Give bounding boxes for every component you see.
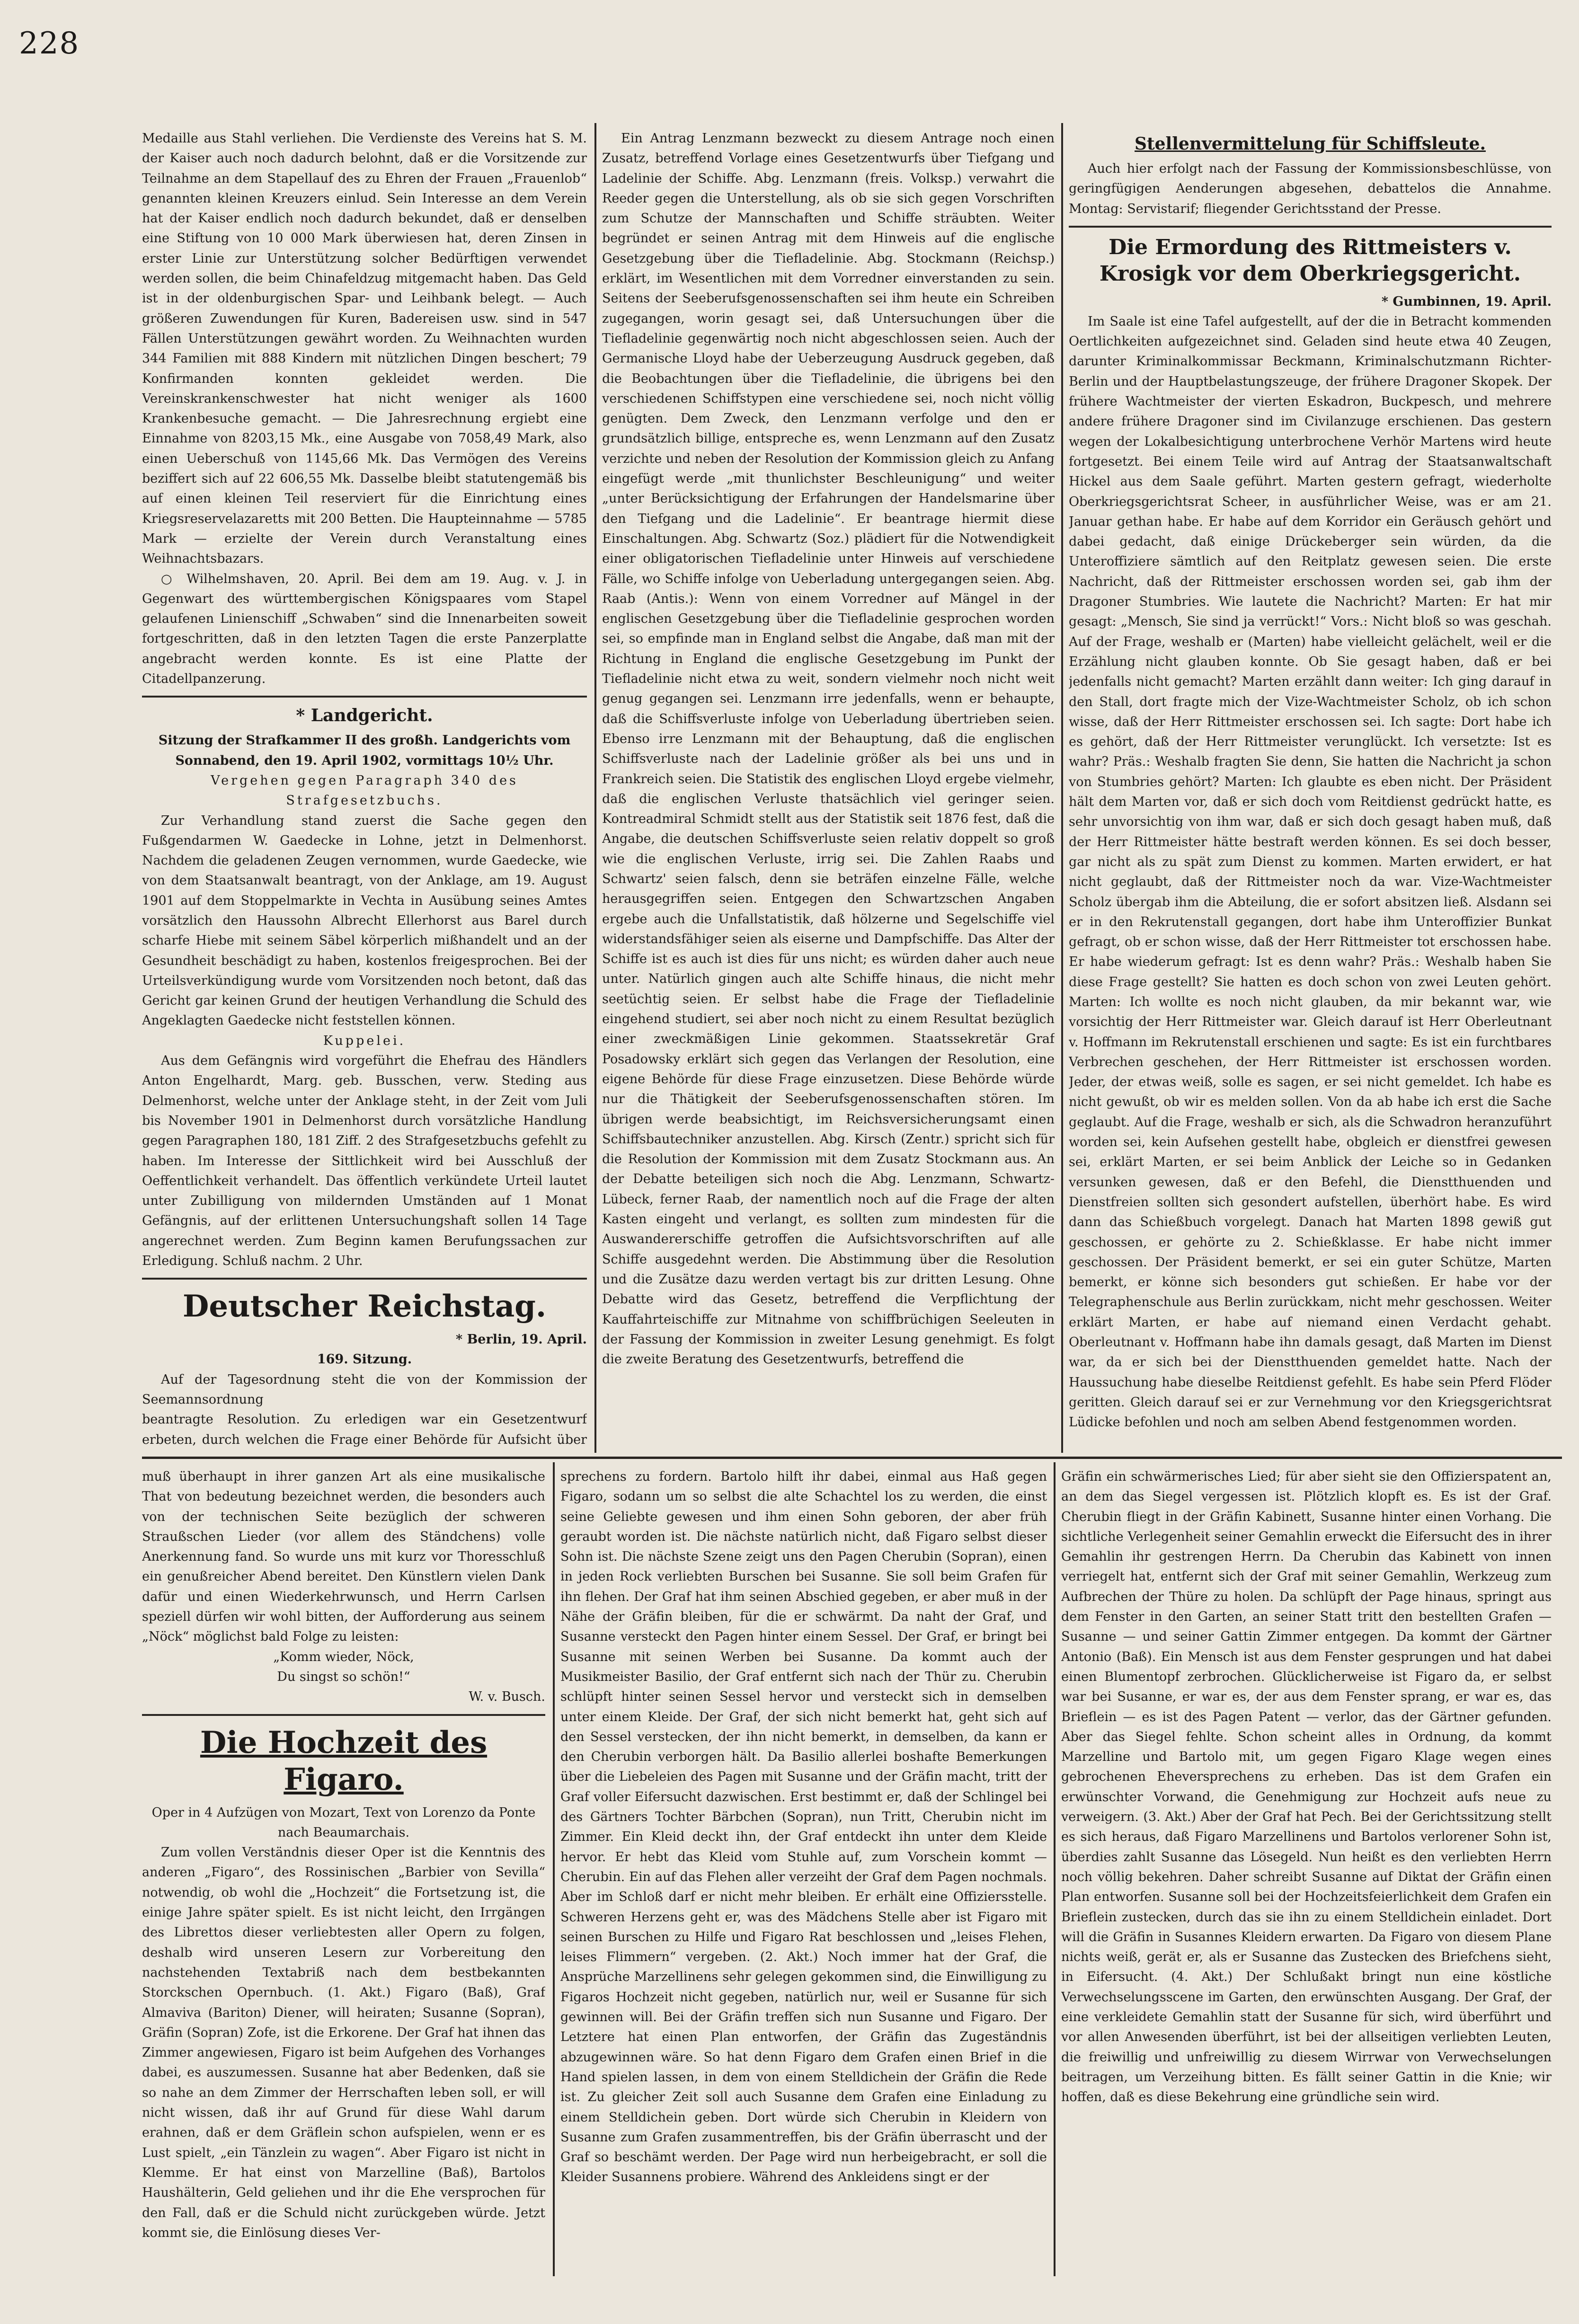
tagesordnung-rest: beantragte Resolution. Zu erledigen war ein Gesetzentwurf erbeten, durch welchen die Frage einer Behörde für Aufsicht über [142, 1412, 587, 1447]
feuilleton-column-3 [1061, 1467, 1552, 2271]
feuilleton-column-1 [142, 1467, 545, 2271]
figaro-subheading: Oper in 4 Aufzügen von Mozart, Text von Lorenzo da Ponte nach Beaumarchais. [151, 1805, 536, 1840]
ermordung-dateline: * Gumbinnen, 19. April. [1381, 294, 1552, 309]
feuilleton-column-2 [560, 1467, 1047, 2271]
reichstag-dateline: * Berlin, 19. April. [455, 1332, 587, 1347]
landgericht-case-2: Aus dem Gefängnis wird vorgeführt die Ehefrau des Händlers Anton Engelhardt, Marg. geb. Busschen, verw. Steding aus Delmenhorst, welche unter der Anklage steht, in der Zeit vom Juli bis November 1901 in Delmenhorst durch vorsätzliche Handlung gegen Paragraphen 180, 181 Ziff. 2 des Strafgesetzbuchs gefehlt zu haben. Im Interesse der Sittlichkeit wird bei Ausschluß der Oeffentlichkeit verhandelt. Das öffentlich verkündete Urteil lautet unter Zubilligung von mildernden Umständen auf 1 Monat Gefängnis, auf der erlittenen Untersuchungshaft sollen 14 Tage angerechnet werden. Zum Beginn kamen Berufungssachen zur Erledigung. Schluß nachm. 2 Uhr. [142, 1053, 587, 1269]
figaro-synopsis-2: sprechens zu fordern. Bartolo hilft ihr dabei, einmal aus Haß gegen Figaro, sodann um so selbst die alte Schachtel los zu werden, die einst seine Geliebte gewesen und ihm einen Sohn geboren, der aber früh geraubt worden ist. Die nächste natürlich nicht, daß Figaro selbst dieser Sohn ist. Die nächste Szene zeigt uns den Pagen Cherubin (Sopran), einen in jeden Rock verliebten Burschen bei Susanne. Sie soll beim Grafen für ihn flehen. Der Graf hat ihm seinen Abschied gegeben, er aber muß in der Nähe der Gräfin bleiben, für die er schwärmt. Da naht der Graf, und Susanne versteckt den Pagen hinter einem Sessel. Der Graf, er bringt bei Susanne mit seinen Werben bei Susanne. Da kommt auch der Musikmeister Basilio, der Graf entfernt sich nach der Thür zu. Cherubin schlüpft hinter seinen Sessel hervor und versteckt sich in demselben unter einem Kleide. Der Graf, der sich nicht bemerkt hat, geht sich auf den Sessel verstecken, der ihn nicht bemerkt, in demselben, da kann er den Cherubin verborgen hält. Da Basilio allerlei boshafte Bemerkungen über die Liebeleien des Pagen mit Susanne und der Gräfin macht, tritt der Graf voller Eifersucht dazwischen. Erst bestimmt er, daß der Schlingel bei des Gärtners Tochter Bärbchen (Sopran), nun Tritt, Cherubin nicht im Zimmer. Ein Kleid deckt ihn, der Graf entdeckt ihn unter dem Kleide hervor. Er hebt das Kleid vom Stuhle auf, zum Vorschein kommt — Cherubin. Ein auf das Flehen aller verzeiht der Graf dem Pagen nochmals. Aber im Schloß darf er nicht mehr bleiben. Er erhält eine Offiziersstelle. Schweren Herzens geht er, was des Mädchens Stelle aber ist Figaro mit seinen Burschen zu Hilfe und Figaro Rat beschlossen und „leises Flehen, leises Flimmern“ vergeben. (2. Akt.) Noch immer hat der Graf, die Ansprüche Marzellinens sehr gelegen gekommen sind, die Einwilligung zu Figaros Hochzeit nicht gegeben, natürlich nur, weil er Susanne für sich gewinnen will. Bei der Gräfin treffen sich nun Susanne und Figaro. Der Letztere hat einen Plan entworfen, der Gräfin das Zugeständnis abzugewinnen wäre. So hat denn Figaro dem Grafen einen Brief in die Hand spielen lassen, in dem von einem Stelldichein der Gräfin die Rede ist. Zu gleicher Zeit soll auch Susanne dem Grafen eine Einladung zu einem Stelldichein geben. Dort würde sich Cherubin in Kleidern von Susanne zum Grafen zusammentreffen, bis der Gräfin überrascht und der Graf so beschämt werden. Der Page wird nun herbeigebracht, er soll die Kleider Susannens probiere. Während des Ankleidens singt er der [560, 1469, 1047, 2185]
column-2 [602, 129, 1055, 1449]
column-rule-4 [1054, 1462, 1056, 2276]
section-divider [142, 1278, 587, 1280]
landgericht-case-1: Zur Verhandlung stand zuerst die Sache gegen den Fußgendarmen W. Gaedecke in Lohne, jetzt in Delmenhorst. Nachdem die geladenen Zeugen vernommen, wurde Gaedecke, wie von dem Staatsanwalt beantragt, von der Anklage, am 19. August 1901 auf dem Stoppelmarkte in Vechta in Ausübung seines Amtes vorsätzlich den Haussohn Albrecht Ellerhorst aus Barel durch scharfe Hiebe mit seinem Säbel körperlich mißhandelt und an der Gesundheit beschädigt zu haben, kostenlos freigesprochen. Bei der Urteilsverkündigung wurde vom Vorsitzenden noch betont, daß das Gericht gar keinen Grund der heutigen Verhandlung die Schuld des Angeklagten Gaedecke nicht feststellen können. [142, 813, 587, 1028]
landgericht-subheading: Sitzung der Strafkammer II des großh. Landgerichts vom Sonnabend, den 19. April 1902, vormittags 10½ Uhr. [158, 733, 571, 768]
feuilleton-rule [142, 1457, 1562, 1459]
lead-article-text: Medaille aus Stahl verliehen. Die Verdienste des Vereins hat S. M. der Kaiser auch noch dadurch belohnt, daß er die Vorsitzende zur Teilnahme an dem Stapellauf des zu Ehren der Frauen „Frauenlob“ genannten kleinen Kreuzers einlud. Sein Interesse an dem Verein hat der Kaiser endlich noch dadurch bekundet, daß er denselben eine Stiftung von 10 000 Mark überwiesen hat, deren Zinsen in erster Linie zur Unterstützung solcher Bedürftigen verwendet werden sollen, die beim Chinafeldzug mitgemacht haben. Das Geld ist in der oldenburgischen Spar- und Leihbank belegt. — Auch größeren Zuwendungen für Kuren, Badereisen usw. sind in 547 Fällen Unterstützungen gewährt worden. Zu Weihnachten wurden 344 Familien mit 888 Kindern mit nützlichen Dingen beschert; 79 Konfirmanden konnten gekleidet werden. Die Vereinskrankenschwester hat nicht weniger als 1600 Krankenbesuche gemacht. — Die Jahresrechnung ergiebt eine Einnahme von 8203,15 Mk., eine Ausgabe von 7058,49 Mark, also einen Ueberschuß von 1145,66 Mk. Das Vermögen des Vereins beziffert sich auf 22 606,55 Mk. Dasselbe bleibt statutengemäß bis auf einen kleinen Teil reserviert für die Einrichtung eines Kriegsreservelazaretts mit 200 Betten. Die Haupteinnahme — 5785 Mark — erzielte der Verein durch Veranstaltung eines Weihnachtsbazars. [142, 131, 587, 566]
stellenvermittelung-heading: Stellenvermittelung für Schiffsleute. [1135, 134, 1486, 154]
section-divider [1069, 226, 1552, 228]
quote-line-1: „Komm wieder, Nöck, [273, 1649, 414, 1664]
section-divider [142, 696, 587, 698]
column-rule-1 [594, 123, 596, 1453]
stellenvermittelung-text: Auch hier erfolgt nach der Fassung der Kommissionsbeschlüsse, von geringfügigen Aenderungen abgesehen, debattelos die Annahme. Montag: Servistarif; fliegender Gerichtsstand der Presse. [1069, 161, 1552, 216]
sitzung-label: 169. Sitzung. [317, 1352, 412, 1367]
figaro-synopsis-3: Gräfin ein schwärmerisches Lied; für aber sieht sie den Offizierspatent an, an dem das Siegel vergessen ist. Plötzlich klopft es. Es ist der Graf. Cherubin fliegt in der Gräfin Kabinett, Susanne hinter einen Vorhang. Die sichtliche Verlegenheit seiner Gemahlin erweckt die Eifersucht des in ihrer Gemahlin ihr gestrengen Herrn. Da Cherubin das Kabinett von innen verriegelt hat, entfernt sich der Graf mit seiner Gemahlin, Werkzeug zum Aufbrechen der Thüre zu holen. Da schlüpft der Page hinaus, springt aus dem Fenster in den Garten, an seiner Statt tritt den bestellten Grafen — Susanne — und seiner Gattin Zimmer entgegen. Da kommt der Gärtner Antonio (Baß). Ein Mensch ist aus dem Fenster gesprungen und hat dabei einen Blumentopf zerbrochen. Glücklicherweise ist Figaro da, er selbst war bei Susanne, er war es, der aus dem Fenster sprang, er war es, das Brieflein — es ist des Pagen Patent — verlor, das der Gärtner gefunden. Aber das Siegel fehlte. Schon scheint alles in Ordnung, da kommt Marzelline und Bartolo mit, um gegen Figaro Klage wegen eines gebrochenen Eheversprechens zu erheben. Das ist dem Grafen ein erwünschter Vorwand, die Genehmigung zur Hochzeit aufs neue zu verweigern. (3. Akt.) Aber der Graf hat Pech. Bei der Gerichtssitzung stellt es sich heraus, daß Figaro Marzellinens und Bartolos verlorener Sohn ist, überdies zahlt Susanne das Lösegeld. Nun heißt es den verliebten Herrn noch völlig bekehren. Daher schreibt Susanne auf Diktat der Gräfin einen Plan entworfen. Susanne soll bei der Hochzeitsfeierlichkeit dem Grafen ein Brieflein zustecken, durch das sie ihn zu einem Stelldichein einladet. Dort will die Gräfin in Susannes Kleidern erwarten. Da Figaro von diesem Plane nichts weiß, gerät er, als er Susanne das Zustecken des Briefchens sieht, in Eifersucht. (4. Akt.) Der Schlußakt bringt nun eine köstliche Verwechselungsscene im Garten, den erwünschten Ausgang. Der Graf, der eine verkleidete Gemahlin statt der Susanne für sich, wird überführt und vor allen Anwesenden überführt, ist bei der allseitigen verliebten Leuten, die freiwillig und unfreiwillig zu diesem Wirrwar von Verwechselungen beitragen, um Verzeihung bitten. Es fällt seiner Gattin in die Knie; wir hoffen, daß es diese Bekehrung eine gründliche sein wird. [1061, 1469, 1552, 2105]
figaro-heading: Die Hochzeit des Figaro. [200, 1724, 488, 1797]
reichstag-heading: Deutscher Reichstag. [182, 1289, 547, 1325]
landgericht-heading: * Landgericht. [296, 706, 433, 726]
wilhelmshaven-item: ○ Wilhelmshaven, 20. April. Bei dem am 19. Aug. v. J. in Gegenwart des württembergischen Königspaares vom Stapel gelaufenen Linienschiff „Schwaben“ sind die Innenarbeiten soweit fortgeschritten, daß in den letzten Tagen die erste Panzerplatte angebracht werden konnte. Es ist eine Platte der Citadellpanzerung. [142, 571, 587, 687]
column-1 [142, 129, 587, 1449]
review-author: W. v. Busch. [469, 1689, 545, 1705]
landgericht-offense-2: Kuppelei. [323, 1033, 406, 1048]
column-rule-3 [553, 1462, 555, 2276]
reichstag-debate-text: Ein Antrag Lenzmann bezweckt zu diesem Antrage noch einen Zusatz, betreffend Vorlage eines Gesetzentwurfs über Tiefgang und Ladelinie der Schiffe. Abg. Lenzmann (freis. Volksp.) verwahrt die Reeder gegen die Unterstellung, als ob sie sich gegen Vorschriften zum Schutze der Mannschaften und Schiffe sträubten. Weiter begründet er seinen Antrag mit dem Hinweis auf die englische Gesetzgebung über die Tiefladelinie. Abg. Stockmann (Reichsp.) erklärt, im Wesentlichen mit dem Vorredner einverstanden zu sein. Seitens der Seeberufsgenossenschaften sei ihm heute ein Schreiben zugegangen, worin gesagt sei, daß Untersuchungen über die Tiefladelinie gegenwärtig noch nicht abgeschlossen seien. Auch der Germanische Lloyd habe der Ueberzeugung Ausdruck gegeben, daß die Beobachtungen über die Tiefladelinie, die übrigens bei den verschiedenen Schiffstypen eine verschiedene sei, noch nicht völlig genügten. Dem Zweck, den Lenzmann verfolge und den er grundsätzlich billige, entspreche es, wenn Lenzmann auf den Zusatz verzichte und neben der Resolution der Kommission gleich zu Anfang eingefügt werde „mit thunlichster Beschleunigung“ und weiter „unter Berücksichtigung der Erfahrungen der Handelsmarine über den Tiefgang und die Ladelinie“. Er beantrage hiermit diese Einschaltungen. Abg. Schwartz (Soz.) plädiert für die Notwendigkeit einer obligatorischen Tiefladelinie unter Hinweis auf verschiedene Fälle, wo Schiffe infolge von Ueberladung untergegangen seien. Abg. Raab (Antis.): Wenn von einem Vorredner auf Mängel in der englischen Gesetzgebung über die Tiefladelinie gesprochen worden sei, so empfinde man in England selbst die Angabe, daß man mit der Richtung in England die englische Gesetzgebung im Punkt der Tiefladelinie nicht etwa zu weit, sondern vielmehr noch nicht weit genug gegangen sei. Lenzmann irre jedenfalls, wenn er behaupte, daß die Schiffsverluste infolge von Ueberladung übertrieben seien. Ebenso irre Lenzmann mit der Behauptung, daß die englischen Schiffsverluste nach der Ladelinie größer als bei uns und in Frankreich seien. Die Statistik des englischen Lloyd ergebe vielmehr, daß die englischen Verluste thatsächlich viel geringer seien. Kontreadmiral Schmidt stellt aus der Statistik seit 1876 fest, daß die Angabe, die deutschen Schiffsverluste seien relativ doppelt so groß wie die englischen Verluste, irrig sei. Die Zahlen Raabs und Schwartz' seien falsch, denn sie beträfen einzelne Fälle, welche herausgegriffen seien. Entgegen den Schwartzschen Angaben ergebe auch die Unfallstatistik, daß hölzerne und Segelschiffe viel widerstandsfähiger seien als eiserne und Dampfschiffe. Das Alter der Schiffe ist es auch ist dies für uns nicht; es würden daher auch neue unter. Natürlich gingen auch alte Schiffe hinaus, die nicht mehr seetüchtig seien. Er selbst habe die Frage der Tiefladelinie eingehend studiert, sei aber noch nicht zu einem Resultat bezüglich einer zweckmäßigen Linie gekommen. Staatssekretär Graf Posadowsky erklärt sich gegen das Verlangen der Resolution, eine eigene Behörde für diese Frage einzusetzen. Diese Behörde würde nur die Thätigkeit der Seeberufsgenossenschaften stören. Im übrigen werde beabsichtigt, im Reichsversicherungsamt einen Schiffsbautechniker anzustellen. Abg. Kirsch (Zentr.) spricht sich für die Resolution der Kommission mit dem Zusatz Stockmann aus. An der Debatte beteiligen sich noch die Abg. Lenzmann, Schwartz-Lübeck, ferner Raab, der namentlich noch auf die Frage der alten Kasten eingeht und verlangt, es sollten zum mindesten für die Auswandererschiffe getroffen die Aufsichtsvorschriften auf alle Schiffe ausgedehnt werden. Die Abstimmung über die Resolution und die Zusätze dazu werden vertagt bis zur dritten Lesung. Ohne Debatte wird das Gesetz, betreffend die Verpflichtung der Kauffahrteischiffe zur Mitnahme von schiffbrüchigen Seeleuten in der Fassung der Kommission in zweiter Lesung genehmigt. Es folgt die zweite Beratung des Gesetzentwurfs, betreffend die [602, 131, 1055, 1367]
concert-review-text: muß überhaupt in ihrer ganzen Art als eine musikalische That von bedeutung bezeichnet werden, die besonders auch von der technischen Seite bezüglich der schweren Straußschen Lieder (vor allem des Ständchens) volle Anerkennung fand. So wurde uns mit kurz vor Thoresschluß ein genußreicher Abend bereitet. Den Künstlern vielen Dank dafür und einen Wiederkehrwunsch, und Herrn Carlsen speziell dürfen wir wohl bitten, der Aufforderung aus seinem „Nöck“ möglichst bald Folge zu leisten: [142, 1469, 545, 1644]
tagesordnung: Auf der Tagesordnung steht die von der Kommission der Seemannsordnung [142, 1372, 587, 1407]
page-number: 228 [19, 26, 80, 61]
column-3 [1069, 129, 1552, 1449]
ermordung-text: Im Saale ist eine Tafel aufgestellt, auf der die in Betracht kommenden Oertlichkeiten aufgezeichnet sind. Geladen sind heute etwa 40 Zeugen, darunter Kriminalkommissar Beckmann, Kriminalschutzmann Richter-Berlin und der Hauptbelastungszeuge, der frühere Dragoner Skopek. Der frühere Wachtmeister der vierten Eskadron, Buckpesch, und mehrere andere frühere Dragoner sind im Civilanzuge erschienen. Das gestern wegen der Lokalbesichtigung unterbrochene Verhör Martens wird heute fortgesetzt. Bei einem Teile wird auf Antrag der Staatsanwaltschaft Hickel aus dem Saale geführt. Marten gestern gefragt, wiederholte Oberkriegsgerichtsrat Scheer, in ausführlicher Weise, was er am 21. Januar gethan habe. Er habe auf dem Korridor ein Geräusch gehört und dabei gedacht, daß einige Drückeberger sein würden, da die Unteroffiziere sämtlich auf den Reitplatz gewesen seien. Die erste Nachricht, daß der Rittmeister erschossen worden sei, gab ihm der Dragoner Stumbries. Wie lautete die Nachricht? Marten: Er hat mir gesagt: „Mensch, Sie sind ja verrückt!“ Vors.: Nicht bloß so was geschah. Auf der Frage, weshalb er (Marten) habe vielleicht gelächelt, weil er die Erzählung nicht glauben konnte. Ob Sie gesagt haben, daß er bei jedenfalls nicht gemacht? Marten erzählt dann weiter: Ich ging darauf in den Stall, dort fragte mich der Vize-Wachtmeister Scholz, ob ich schon wisse, daß der Herr Rittmeister erschossen sei. Ich sagte: Dort habe ich es gehört, daß der Herr Rittmeister verunglückt. Ich versetzte: Ist es wahr? Präs.: Weshalb fragten Sie denn, Sie hatten die Nachricht ja schon von Stumbries gehört? Marten: Ich glaubte es eben nicht. Der Präsident hält dem Marten vor, daß er sich doch vom Reitdienst gedrückt hatte, es sehr unvorsichtig von ihm war, daß er sich doch gesagt haben muß, daß der Herr Rittmeister hätte bestraft werden können. Es sei doch besser, gar nicht als zu spät zum Dienst zu kommen. Marten erwidert, er hat nicht geglaubt, daß der Rittmeister noch da war. Vize-Wachtmeister Scholz übergab ihm die Abteilung, die er sofort absitzen ließ. Alsdann sei er in den Rekrutenstall gegangen, dort habe ihm Unteroffizier Bunkat gefragt, ob er schon wisse, daß der Herr Rittmeister tot erschossen habe. Er habe wiederum gefragt: Ist es denn wahr? Präs.: Weshalb haben Sie diese Frage gestellt? Sie hatten es doch schon von zwei Leuten gehört. Marten: Ich wollte es noch nicht glauben, da mir bekannt war, wie vorsichtig der Herr Rittmeister war. Gleich darauf ist Herr Oberleutnant v. Hoffmann im Rekrutenstall erschienen und sagte: Es ist ein furchtbares Verbrechen geschehen, der Herr Rittmeister ist erschossen worden. Jeder, der etwas weiß, solle es sagen, er sei nicht gemeldet. Ich habe es nicht gewußt, ob wir es melden sollen. Von da ab habe ich erst die Sache geglaubt. Auf die Frage, weshalb er sich, als die Schwadron heranzuführt worden sei, kein Aufsehen gestellt habe, obgleich er dienstfrei gewesen sei, erklärt Marten, er sei beim Anblick der Leiche so in Gedanken versunken gewesen, daß er den Befehl, die Dienstthuenden und Dienstfreien sollten sich gesondert aufstellen, überhört habe. Es wird dann das Schießbuch vorgelegt. Danach hat Marten 1898 gewiß gut geschossen, er gehörte zu 2. Schießklasse. Er habe nicht immer geschossen. Der Präsident bemerkt, er sei ein guter Schütze, Marten bemerkt, er könne sich besonders gut schießen. Er habe vor der Telegraphenschule aus Berlin zurückkam, nicht mehr geschossen. Weiter erklärt Marten, er habe auf niemand einen Verdacht gehabt. Oberleutnant v. Hoffmann habe ihn damals gesagt, daß Marten im Dienst war, da er sich bei der Dienstthuenden gemeldet hatte. Nach der Haussuchung habe dieselbe Reitdienst gefehlt. Es habe sein Pferd Flöder geritten. Gleich darauf sei er zur Vernehmung vor den Kriegsgerichtsrat Lüdicke befohlen und noch am selben Abend festgenommen worden. [1069, 314, 1552, 1430]
landgericht-offense-1: Vergehen gegen Paragraph 340 des Strafgesetzbuchs. [211, 773, 518, 808]
ermordung-heading: Die Ermordung des Rittmeisters v. Krosigk vor dem Oberkriegsgericht. [1099, 235, 1521, 286]
column-rule-2 [1061, 123, 1063, 1453]
figaro-synopsis-1: Zum vollen Verständnis dieser Oper ist die Kenntnis des anderen „Figaro“, des Rossinischen „Barbier von Sevilla“ notwendig, ob wohl die „Hochzeit“ die Fortsetzung ist, die einige Jahre später spielt. Es ist nicht leicht, den Irrgängen des Librettos dieser verliebtesten aller Opern zu folgen, deshalb wird unseren Lesern zur Vorbereitung den nachstehenden Textabriß nach dem bestbekannten Storckschen Opernbuch. (1. Akt.) Figaro (Baß), Graf Almaviva (Bariton) Diener, will heiraten; Susanne (Sopran), Gräfin (Sopran) Zofe, ist die Erkorene. Der Graf hat ihnen das Zimmer angewiesen, Figaro ist beim Aufgehen des Vorhanges dabei, es auszumessen. Susanne hat aber Bedenken, daß sie so nahe an dem Zimmer der Herrschaften leben soll, er will nicht wissen, daß ihr auf Grund für diese Wahl darum erahnen, daß er dem Gräflein schon aufspielen, wenn er es Lust spielt, „ein Tänzlein zu wagen“. Aber Figaro ist nicht in Klemme. Er hat einst von Marzelline (Baß), Bartolos Haushälterin, Geld geliehen und ihr die Ehe versprochen für den Fall, daß er die Schuld nicht zurückgeben würde. Jetzt kommt sie, die Einlösung dieses Ver- [142, 1845, 545, 2240]
section-divider [142, 1714, 545, 1716]
quote-line-2: Du singst so schön!“ [277, 1669, 410, 1684]
